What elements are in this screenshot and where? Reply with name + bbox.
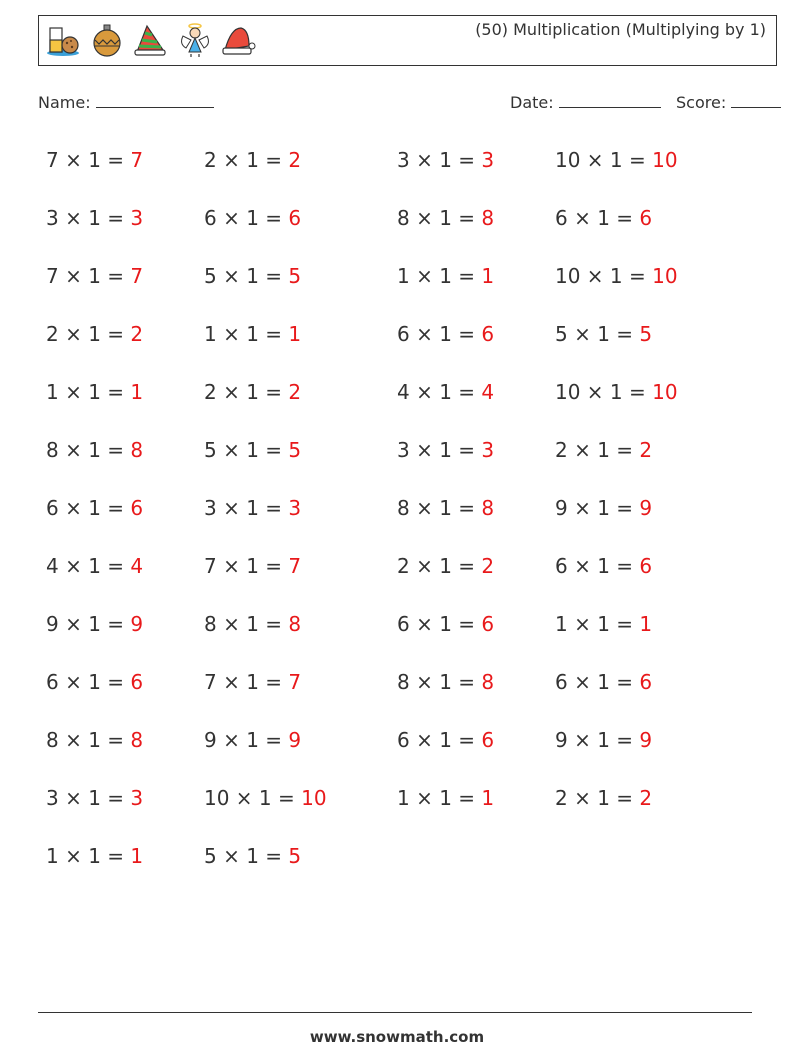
problem-answer: 3 bbox=[130, 786, 144, 810]
problem-answer: 5 bbox=[288, 438, 302, 462]
problem-answer: 8 bbox=[481, 206, 495, 230]
problem-item bbox=[46, 148, 143, 172]
problem-item bbox=[204, 554, 301, 578]
header-box bbox=[38, 15, 777, 66]
problem-answer: 1 bbox=[130, 844, 144, 868]
problem-answer: 1 bbox=[481, 786, 495, 810]
problem-answer: 1 bbox=[481, 264, 495, 288]
problem-question: 8 × 1 = bbox=[397, 206, 482, 230]
problem-answer: 10 bbox=[652, 148, 678, 172]
problem-item bbox=[555, 264, 678, 288]
problem-item bbox=[46, 612, 143, 636]
problem-answer: 2 bbox=[639, 786, 653, 810]
problem-answer: 6 bbox=[639, 206, 653, 230]
problem-answer: 8 bbox=[288, 612, 302, 636]
santa-hat-icon bbox=[221, 22, 257, 58]
problem-answer: 10 bbox=[301, 786, 327, 810]
problem-answer: 7 bbox=[130, 264, 144, 288]
problem-answer: 3 bbox=[130, 206, 144, 230]
problem-answer: 2 bbox=[288, 380, 302, 404]
problem-item bbox=[204, 322, 301, 346]
problem-answer: 6 bbox=[130, 496, 144, 520]
problem-question: 6 × 1 = bbox=[555, 670, 640, 694]
problem-item bbox=[46, 322, 143, 346]
footer-rule bbox=[38, 1012, 752, 1013]
problem-question: 2 × 1 = bbox=[555, 438, 640, 462]
problem-question: 10 × 1 = bbox=[555, 380, 653, 404]
problem-item bbox=[397, 264, 494, 288]
problem-item bbox=[46, 786, 143, 810]
problem-question: 1 × 1 = bbox=[46, 844, 131, 868]
problem-answer: 7 bbox=[288, 554, 302, 578]
problem-question: 10 × 1 = bbox=[204, 786, 302, 810]
problem-item bbox=[204, 438, 301, 462]
problem-item bbox=[46, 728, 143, 752]
problem-question: 2 × 1 = bbox=[397, 554, 482, 578]
date-score-fields bbox=[510, 93, 781, 112]
problem-answer: 3 bbox=[288, 496, 302, 520]
problem-answer: 2 bbox=[481, 554, 495, 578]
problem-question: 2 × 1 = bbox=[204, 380, 289, 404]
problem-question: 8 × 1 = bbox=[397, 670, 482, 694]
problem-answer: 7 bbox=[288, 670, 302, 694]
problem-question: 5 × 1 = bbox=[204, 438, 289, 462]
problem-item bbox=[46, 554, 143, 578]
problem-item bbox=[46, 264, 143, 288]
problem-answer: 8 bbox=[130, 728, 144, 752]
problem-question: 3 × 1 = bbox=[397, 148, 482, 172]
problem-answer: 8 bbox=[130, 438, 144, 462]
problem-question: 1 × 1 = bbox=[397, 786, 482, 810]
problem-answer: 5 bbox=[288, 844, 302, 868]
problem-item bbox=[204, 728, 301, 752]
problem-answer: 2 bbox=[639, 438, 653, 462]
problem-question: 4 × 1 = bbox=[397, 380, 482, 404]
problem-item bbox=[46, 438, 143, 462]
problem-answer: 6 bbox=[481, 612, 495, 636]
problem-item bbox=[46, 670, 143, 694]
problem-answer: 9 bbox=[130, 612, 144, 636]
problem-answer: 8 bbox=[481, 496, 495, 520]
problem-item bbox=[397, 670, 494, 694]
problem-item bbox=[555, 148, 678, 172]
problem-item bbox=[555, 786, 652, 810]
problem-answer: 1 bbox=[130, 380, 144, 404]
problem-answer: 5 bbox=[288, 264, 302, 288]
problem-answer: 7 bbox=[130, 148, 144, 172]
problem-item bbox=[555, 496, 652, 520]
problem-answer: 3 bbox=[481, 438, 495, 462]
problem-answer: 6 bbox=[639, 554, 653, 578]
score-blank[interactable] bbox=[731, 93, 781, 108]
problem-item bbox=[204, 264, 301, 288]
problem-question: 5 × 1 = bbox=[204, 264, 289, 288]
problem-item bbox=[46, 496, 143, 520]
problem-answer: 6 bbox=[288, 206, 302, 230]
problem-question: 1 × 1 = bbox=[46, 380, 131, 404]
problem-item bbox=[204, 670, 301, 694]
problem-item bbox=[397, 786, 494, 810]
problem-question: 8 × 1 = bbox=[46, 438, 131, 462]
problem-answer: 10 bbox=[652, 264, 678, 288]
problem-question: 10 × 1 = bbox=[555, 264, 653, 288]
problem-answer: 9 bbox=[639, 728, 653, 752]
problem-item bbox=[555, 728, 652, 752]
problem-item bbox=[204, 206, 301, 230]
problem-question: 6 × 1 = bbox=[555, 554, 640, 578]
angel-icon bbox=[177, 22, 213, 58]
problem-answer: 6 bbox=[481, 728, 495, 752]
problem-item bbox=[397, 148, 494, 172]
problem-item bbox=[397, 438, 494, 462]
problem-item bbox=[397, 728, 494, 752]
problem-question: 6 × 1 = bbox=[46, 670, 131, 694]
problem-question: 6 × 1 = bbox=[46, 496, 131, 520]
problem-question: 6 × 1 = bbox=[555, 206, 640, 230]
problem-item bbox=[397, 496, 494, 520]
problem-question: 7 × 1 = bbox=[204, 670, 289, 694]
problem-item bbox=[555, 612, 652, 636]
problem-question: 6 × 1 = bbox=[397, 728, 482, 752]
problem-item bbox=[46, 206, 143, 230]
problem-answer: 9 bbox=[288, 728, 302, 752]
problem-item bbox=[204, 380, 301, 404]
ornament-ball-icon bbox=[89, 22, 125, 58]
problem-question: 6 × 1 = bbox=[397, 612, 482, 636]
score-label: Score: bbox=[676, 93, 727, 112]
problem-question: 7 × 1 = bbox=[204, 554, 289, 578]
striped-elf-hat-icon bbox=[133, 22, 169, 58]
problem-question: 3 × 1 = bbox=[204, 496, 289, 520]
problem-question: 8 × 1 = bbox=[204, 612, 289, 636]
problem-question: 2 × 1 = bbox=[555, 786, 640, 810]
problem-question: 9 × 1 = bbox=[555, 728, 640, 752]
problem-answer: 3 bbox=[481, 148, 495, 172]
icon-strip bbox=[45, 22, 257, 58]
problem-item bbox=[397, 612, 494, 636]
problem-question: 3 × 1 = bbox=[46, 786, 131, 810]
problem-item bbox=[204, 844, 301, 868]
problem-question: 1 × 1 = bbox=[555, 612, 640, 636]
problem-question: 7 × 1 = bbox=[46, 148, 131, 172]
worksheet-title: (50) Multiplication (Multiplying by 1) bbox=[475, 20, 766, 39]
problem-answer: 6 bbox=[130, 670, 144, 694]
date-blank[interactable] bbox=[559, 93, 661, 108]
problem-question: 3 × 1 = bbox=[397, 438, 482, 462]
problem-item bbox=[204, 612, 301, 636]
problem-item bbox=[204, 786, 327, 810]
problem-item bbox=[46, 844, 143, 868]
problem-question: 10 × 1 = bbox=[555, 148, 653, 172]
problem-answer: 2 bbox=[288, 148, 302, 172]
problem-item bbox=[555, 206, 652, 230]
problem-question: 3 × 1 = bbox=[46, 206, 131, 230]
problem-question: 9 × 1 = bbox=[555, 496, 640, 520]
name-label: Name: bbox=[38, 93, 91, 112]
footer-website: www.snowmath.com bbox=[309, 1028, 485, 1046]
problem-item bbox=[204, 496, 301, 520]
problem-answer: 8 bbox=[481, 670, 495, 694]
problem-question: 9 × 1 = bbox=[46, 612, 131, 636]
problem-question: 8 × 1 = bbox=[46, 728, 131, 752]
problem-question: 1 × 1 = bbox=[204, 322, 289, 346]
name-blank[interactable] bbox=[96, 93, 214, 108]
problem-question: 5 × 1 = bbox=[555, 322, 640, 346]
problem-item bbox=[555, 438, 652, 462]
problem-item bbox=[555, 322, 652, 346]
problem-question: 7 × 1 = bbox=[46, 264, 131, 288]
problem-answer: 4 bbox=[481, 380, 495, 404]
problem-item bbox=[555, 380, 678, 404]
problem-question: 6 × 1 = bbox=[397, 322, 482, 346]
milk-and-cookie-icon bbox=[45, 22, 81, 58]
problem-item bbox=[46, 380, 143, 404]
problem-item bbox=[397, 554, 494, 578]
problem-question: 9 × 1 = bbox=[204, 728, 289, 752]
problem-question: 4 × 1 = bbox=[46, 554, 131, 578]
problem-answer: 2 bbox=[130, 322, 144, 346]
problem-question: 8 × 1 = bbox=[397, 496, 482, 520]
date-label: Date: bbox=[510, 93, 554, 112]
problem-question: 2 × 1 = bbox=[204, 148, 289, 172]
problem-answer: 6 bbox=[481, 322, 495, 346]
problem-answer: 1 bbox=[288, 322, 302, 346]
problem-item bbox=[397, 322, 494, 346]
problem-answer: 1 bbox=[639, 612, 653, 636]
problem-question: 6 × 1 = bbox=[204, 206, 289, 230]
problem-item bbox=[397, 380, 494, 404]
problem-question: 1 × 1 = bbox=[397, 264, 482, 288]
problem-answer: 5 bbox=[639, 322, 653, 346]
problem-item bbox=[555, 670, 652, 694]
problem-item bbox=[555, 554, 652, 578]
problem-question: 5 × 1 = bbox=[204, 844, 289, 868]
problem-answer: 10 bbox=[652, 380, 678, 404]
problem-answer: 4 bbox=[130, 554, 144, 578]
problem-answer: 9 bbox=[639, 496, 653, 520]
problem-answer: 6 bbox=[639, 670, 653, 694]
problem-item bbox=[204, 148, 301, 172]
problem-question: 2 × 1 = bbox=[46, 322, 131, 346]
name-field bbox=[38, 93, 214, 112]
problem-item bbox=[397, 206, 494, 230]
